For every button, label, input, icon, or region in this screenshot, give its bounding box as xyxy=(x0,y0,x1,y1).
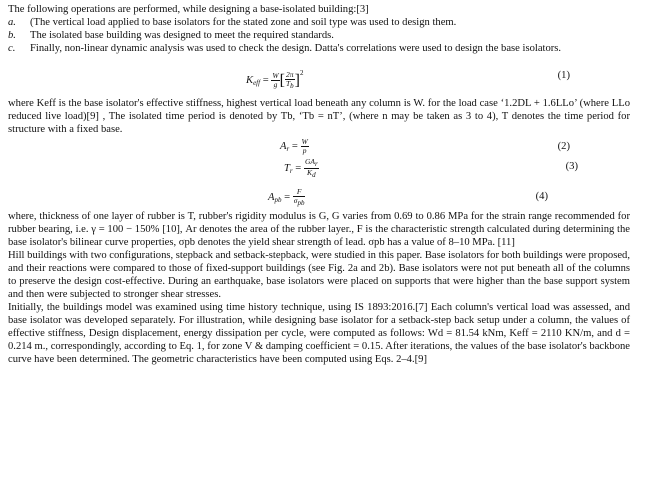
equation-1-formula xyxy=(246,67,303,90)
eq4-numerator: F xyxy=(293,188,306,197)
equation-3-formula xyxy=(284,158,319,179)
eq2-lhs: A xyxy=(280,140,287,152)
eq3-numerator-main: GA xyxy=(304,157,315,166)
equation-2-number: (2) xyxy=(557,141,570,152)
list-marker: b. xyxy=(8,30,16,41)
list-item-text: Finally, non-linear dynamic analysis was used to check the design. Datta's correlations were used to design the base isolators. xyxy=(30,43,562,54)
list-item xyxy=(8,42,630,55)
list-item xyxy=(8,29,630,42)
eq2-lhs-sub: r xyxy=(286,144,290,153)
eq1-tb-main: T xyxy=(285,79,291,89)
eq1-lhs-sub: eff xyxy=(253,79,261,87)
list-item-text: (The vertical load applied to base isolators for the stated zone and soil type was used to design them. xyxy=(30,17,457,28)
stiffness-paragraph: where Keff is the base isolator's effective stiffness, highest vertical load beneath any column is W. for the load case ‘1.2DL + 1.6LLo’ (where LLo reduced live load)[9] , The isolated time period is denoted by Tb, ‘Tb = nT’, (where n may be taken as 3 to 4), T denotes the time period for structure with a fixed base. xyxy=(8,98,630,135)
eq1-bracket-close: ] xyxy=(294,72,300,90)
eq4-lhs-sub: pb xyxy=(274,195,282,204)
time-history-paragraph: Initially, the buildings model was examined using time history technique, using IS 1893:2016.[7] Each column's vertical load was assessed, and base isolator was developed separately. For illustration, while designing base isolator for a setback-step back setup under a column, the values of effective stiffness, Design displacement, energy dissipation per cycle, were computed as follows: Wd = 81.54 kNm, Keff = 2110 KN/m, and d = 0.214 m., correspondingly, according to Eq. 1, for zone V & damping coefficient = 0.15. After iterations, the values of the base isolator's backbone curve have been determined. The geometric characteristics have been computed using Eqs. 2–4.[9] xyxy=(8,302,630,365)
eq4-lhs: A xyxy=(268,191,275,203)
eq3-equals: = xyxy=(295,162,302,174)
eq1-w: W xyxy=(272,71,279,81)
eq3-denominator-main: K xyxy=(307,168,313,177)
equation-4 xyxy=(8,184,630,210)
eq3-numerator-sub: r xyxy=(314,160,318,168)
equation-1-number: (1) xyxy=(557,70,570,81)
eq3-denominator xyxy=(304,169,319,179)
eq1-two-pi: 2π xyxy=(286,70,294,80)
eq4-denominator-main: σ xyxy=(293,196,298,205)
eq1-bracket-open: [ xyxy=(279,72,285,90)
list-item-text: The isolated base building was designed to meet the required standards. xyxy=(30,30,334,41)
eq1-equals: = xyxy=(262,75,269,86)
eq1-tb-sub: b xyxy=(290,82,294,91)
eq3-frac xyxy=(304,158,319,179)
eq2-frac xyxy=(301,138,309,155)
eq2-numerator: W xyxy=(301,137,308,146)
eq1-frac-w-g xyxy=(271,72,279,89)
equation-2-formula xyxy=(280,138,309,156)
eq4-frac xyxy=(293,188,306,207)
list-marker: c. xyxy=(8,43,16,54)
eq4-denominator xyxy=(293,197,306,207)
eq3-lhs-sub: r xyxy=(289,166,293,175)
eq1-lhs: K xyxy=(246,75,254,86)
eq2-equals: = xyxy=(291,140,298,152)
equation-3-number: (3) xyxy=(565,161,578,172)
eq3-lhs: T xyxy=(284,162,290,174)
equation-3 xyxy=(8,158,630,180)
list-item xyxy=(8,16,630,29)
equation-4-formula xyxy=(268,188,305,207)
eq3-denominator-sub: d xyxy=(312,171,316,179)
equation-4-number: (4) xyxy=(535,191,548,202)
hill-buildings-paragraph: Hill buildings with two configurations, stepback and setback-stepback, were studied in this paper. Base isolators for both buildings were proposed, and their reactions were compared to those of fixed-support buildings (see Fig. 2a and 2b). Base isolators were not put beneath all of the columns to preserve the design cost-effective. During an earthquake, base isolators were placed on supports that were higher than the base support system and then were subjected to stronger shear stresses. xyxy=(8,250,630,300)
eq1-frac-2pi-tb xyxy=(285,71,295,90)
eq4-equals: = xyxy=(284,191,291,203)
eq1-tb xyxy=(285,80,295,90)
document-page xyxy=(8,3,630,366)
eq4-denominator-sub: pb xyxy=(297,199,305,207)
rubber-paragraph: where, thickness of one layer of rubber is T, rubber's rigidity modulus is G, G varies from 0.69 to 0.86 MPa for the strain range recommended for rubber bearing, i.e. γ = 100 − 150% [10], Ar denotes the area of the rubber layer., F is the characteristic strength calculated during determining the base isolator's bilinear curve properties, σpb denotes the yield shear strength of lead. σpb has a value of 8–10 MPa. [11] xyxy=(8,211,630,248)
intro-paragraph: The following operations are performed, while designing a base-isolated building:[3] xyxy=(8,4,369,15)
equation-1 xyxy=(8,57,630,93)
list-marker: a. xyxy=(8,17,16,28)
equation-2 xyxy=(8,136,630,158)
operations-list xyxy=(8,16,630,55)
eq2-denominator: p xyxy=(302,146,307,155)
eq1-g: g xyxy=(273,80,278,90)
eq1-power: 2 xyxy=(299,69,304,77)
